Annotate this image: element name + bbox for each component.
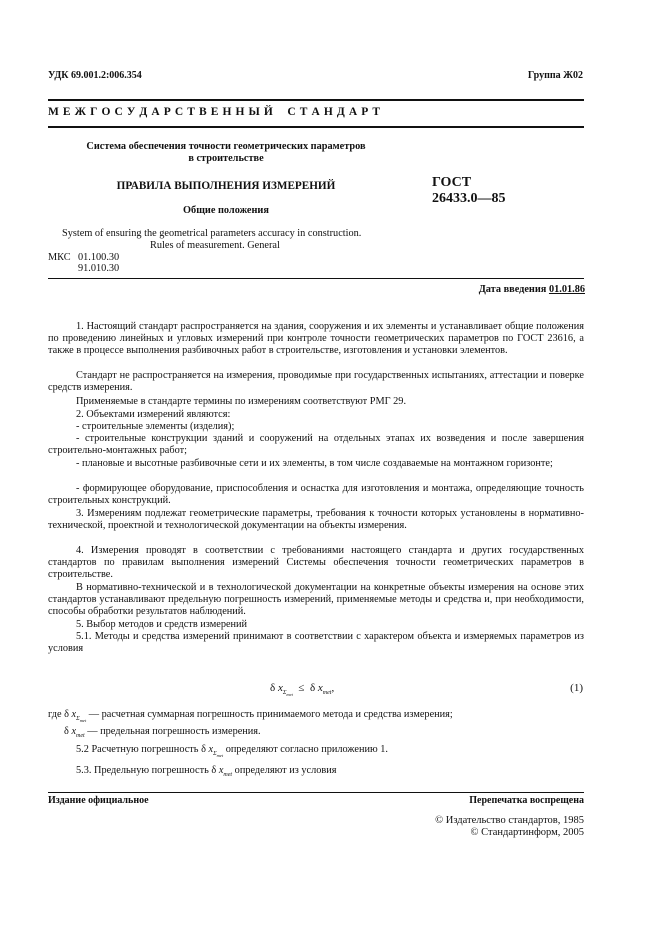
paragraph-2: Стандарт не распространяется на измерения, проводимые при государственных испытаниях, аттестации и поверке средств измерения.: [48, 370, 584, 394]
leq-symbol: ≤: [298, 682, 305, 694]
mks-label: МКС: [48, 252, 71, 263]
paragraph-1: 1. Настоящий стандарт распространяется на здания, сооружения и их элементы и устанавливает общие положения по проведению линейных и угловых измерений при контроле точности геометрических параметров по ГОСТ 23616, а также в процессе выполнения разбивочных работ в строительстве, изготовления и установки элементов.: [48, 321, 584, 357]
sub-title: Общие положения: [183, 205, 269, 216]
english-title-line2: Rules of measurement. General: [150, 240, 280, 251]
delta-symbol-2: δ: [309, 682, 316, 694]
formula-number: (1): [570, 682, 583, 694]
banner-rule: [48, 126, 584, 128]
legend-text-1: — расчетная суммарная погрешность принимаемого метода и средства измерения;: [88, 709, 453, 720]
item-5-2-end: определяют согласно приложению 1.: [225, 744, 388, 755]
sigma-subscript: Σ: [282, 690, 287, 697]
paragraph-11: В нормативно-технической и в технологической документации на конкретные объекты измерения на основе этих стандартов устанавливают предельную погрешность измерений, применяемые методы и средства и, при необходимости, способы обработки результатов наблюдений.: [48, 582, 584, 618]
copyright-2005: © Стандартинформ, 2005: [470, 827, 584, 838]
paragraph-3: Применяемые в стандарте термины по измерениям соответствуют РМГ 29.: [76, 396, 407, 407]
introduction-date: [479, 284, 585, 295]
x-symbol-2: x: [317, 682, 323, 694]
item-5-2-delta: δ: [201, 744, 206, 755]
gost-label: ГОСТ: [432, 175, 472, 190]
system-title-line1: Система обеспечения точности геометрических параметров: [86, 141, 366, 152]
paragraph-4: 2. Объектами измерений являются:: [76, 409, 231, 420]
paragraph-8: - формирующее оборудование, приспособления и оснастка для изготовления и монтажа, определяющие точность строительных конструкций.: [48, 483, 584, 507]
legend-delta-2: δ: [64, 726, 69, 737]
paragraph-7: - плановые и высотные разбивочные сети и их элементы, в том числе создаваемые на монтажном горизонте;: [76, 458, 553, 469]
legend-delta: δ: [64, 709, 69, 720]
system-title: [48, 141, 404, 165]
paragraph-12: 5. Выбор методов и средств измерений: [76, 619, 248, 630]
where-word: где: [48, 709, 62, 720]
main-title: ПРАВИЛА ВЫПОЛНЕНИЯ ИЗМЕРЕНИЙ: [116, 180, 336, 192]
copyright-1985: © Издательство стандартов, 1985: [435, 815, 584, 826]
english-title-line1: System of ensuring the geometrical parameters accuracy in construction.: [62, 228, 362, 239]
top-rule: [48, 99, 584, 101]
item-5-3-delta: δ: [211, 765, 217, 776]
item-5-3-end: определяют из условия: [234, 765, 337, 776]
legend-line-2: [64, 726, 261, 739]
mks-code-1: 01.100.30: [78, 252, 120, 263]
legend-sigma: Σ: [76, 716, 80, 723]
system-title-line2: в строительстве: [188, 153, 264, 164]
legend-met: met: [76, 733, 85, 740]
paragraph-10: 4. Измерения проводят в соответствии с требованиями настоящего стандарта и других государственных стандартов по правилам выполнения измерений Системы обеспечения точности геометрических параметров в строительстве.: [48, 545, 584, 581]
reprint-prohibited: Перепечатка воспрещена: [469, 795, 584, 806]
x-symbol: x: [277, 682, 283, 694]
mks-rule: [48, 278, 584, 279]
item-5-3: [76, 765, 337, 778]
footer-rule: [48, 792, 584, 793]
item-5-2-start: 5.2 Расчетную погрешность: [76, 744, 199, 755]
mks-code-2: 91.010.30: [78, 263, 120, 274]
item-5-2-sigma: Σ: [213, 751, 217, 758]
paragraph-6: - строительные конструкции зданий и сооружений на отдельных этапах их возведения и после завершения строительно-монтажных работ;: [48, 433, 584, 457]
item-5-3-met: met: [223, 772, 233, 779]
met-subscript: met: [322, 690, 332, 697]
legend-met-small: met: [79, 718, 87, 724]
formula-comma: ,: [331, 682, 335, 694]
date-label: Дата введения: [478, 284, 547, 295]
date-value: 01.01.86: [548, 284, 585, 295]
gost-number: 26433.0—85: [432, 191, 506, 206]
met-sub-subscript: met: [286, 692, 293, 698]
item-5-3-start: 5.3. Предельную погрешность: [76, 765, 209, 776]
group-code: Группа Ж02: [527, 70, 583, 81]
legend-x: x: [71, 709, 77, 720]
legend-line-1: [48, 709, 453, 723]
item-5-2-met-small: met: [216, 753, 224, 759]
legend-x-2: x: [71, 726, 77, 737]
delta-symbol: δ: [270, 682, 276, 694]
udk-code: УДК 69.001.2:006.354: [48, 70, 142, 81]
item-5-2: [76, 744, 388, 758]
item-5-3-x: x: [218, 765, 224, 776]
paragraph-5: - строительные элементы (изделия);: [76, 421, 235, 432]
item-5-2-x: x: [208, 744, 214, 755]
paragraph-13: 5.1. Методы и средства измерений принимают в соответствии с характером объекта и измеряемых параметров из условия: [48, 631, 584, 655]
paragraph-9: 3. Измерениям подлежат геометрические параметры, требования к точности которых установлены в нормативно-технической, проектной и технологической документации на объекты измерения.: [48, 508, 584, 532]
formula-1: [270, 682, 334, 697]
official-edition: Издание официальное: [48, 795, 149, 806]
interstate-standard-banner: М Е Ж Г О С У Д А Р С Т В Е Н Н Ы Й С Т А Н Д А Р Т: [48, 106, 381, 118]
legend-text-2: — предельная погрешность измерения.: [87, 726, 261, 737]
